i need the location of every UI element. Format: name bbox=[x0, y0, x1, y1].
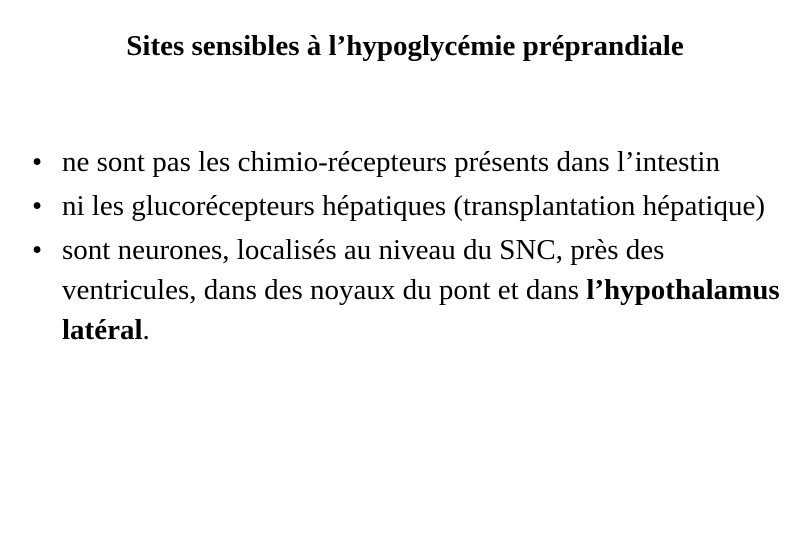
slide-title: Sites sensibles à l’hypoglycémie préprandiale bbox=[126, 30, 684, 62]
bullet-icon: • bbox=[32, 190, 43, 222]
bullet-text-end: . bbox=[142, 314, 150, 346]
bullet-text: sont neurones, localisés au niveau du SNC, près des ventricules, dans des noyaux du pont et dans bbox=[62, 234, 665, 306]
bullet-text: ni les glucorécepteurs hépatiques (transplantation hépatique) bbox=[62, 190, 765, 222]
bullet-item bbox=[32, 186, 792, 226]
bullet-list bbox=[32, 142, 792, 354]
bullet-text: ne sont pas les chimio-récepteurs présents dans l’intestin bbox=[62, 146, 720, 178]
bullet-icon: • bbox=[32, 234, 43, 266]
bullet-item bbox=[32, 230, 792, 350]
bullet-icon: • bbox=[32, 146, 43, 178]
bullet-text-emphasis: l’hypothalamus latéral bbox=[62, 274, 780, 346]
bullet-item bbox=[32, 142, 792, 182]
